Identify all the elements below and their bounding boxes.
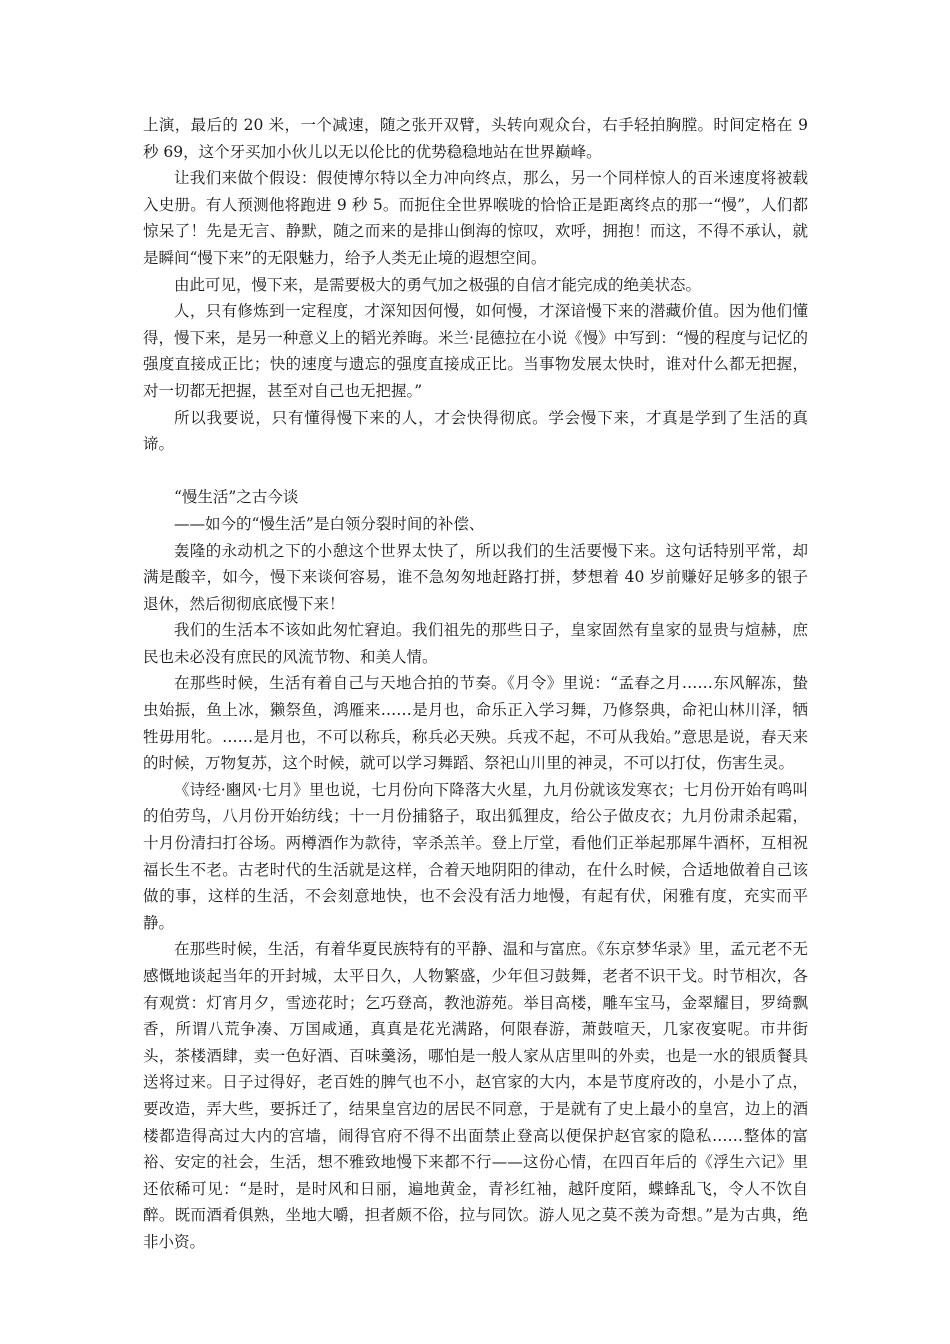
section-slow-down: [143, 112, 808, 458]
section-spacer: [143, 458, 808, 485]
paragraph: 《诗经·豳风·七月》里也说，七月份向下降落大火星，九月份就该发寒衣；七月份开始有鸣叫的伯劳鸟，八月份开始纺线；十一月份捕貉子，取出狐狸皮，给公子做皮衣；九月份肃杀起霜，十月份清扫打谷场。两樽酒作为款待，宰杀羔羊。登上厅堂，看他们正举起那犀牛酒杯，互相祝福长生不老。古老时代的生活就是这样，合着天地阴阳的律动，在什么时候，合适地做着自己该做的事，这样的生活，不会刻意地快，也不会没有活力地慢，有起有伏，闲雅有度，充实而平静。: [143, 780, 808, 932]
paragraph: 由此可见，慢下来，是需要极大的勇气加之极强的自信才能完成的绝美状态。: [174, 275, 702, 294]
document-page: [143, 112, 808, 1256]
paragraph: 人，只有修炼到一定程度，才深知因何慢，如何慢，才深谙慢下来的潜藏价值。因为他们懂得，慢下来，是另一种意义上的韬光养晦。米兰·昆德拉在小说《慢》中写到：“慢的程度与记忆的强度直接成正比；快的速度与遗忘的强度直接成正比。当事物发展太快时，谁对什么都无把握，对一切都无把握，甚至对自己也无把握。”: [143, 302, 808, 400]
paragraph: 所以我要说，只有懂得慢下来的人，才会快得彻底。学会慢下来，才真是学到了生活的真谛。: [143, 408, 808, 454]
paragraph: 我们的生活本不该如此匆忙窘迫。我们祖先的那些日子，皇家固然有皇家的显贵与煊赫，庶民也未必没有庶民的风流节物、和美人情。: [143, 621, 808, 666]
article-title: “慢生活”之古今谈: [174, 488, 299, 507]
paragraph: 在那些时候，生活有着自己与天地合拍的节奏。《月令》里说：“孟春之月……东风解冻，蛰虫始振，鱼上冰，獭祭鱼，鸿雁来……是月也，命乐正入学习舞，乃修祭典，命祀山林川泽，牺牲毋用牝。……是月也，不可以称兵，称兵必天殃。兵戎不起，不可从我始。”意思是说，春天来的时候，万物复苏，这个时候，就可以学习舞蹈、祭祀山川里的神灵，不可以打仗，伤害生灵。: [143, 674, 808, 773]
paragraph: 让我们来做个假设：假使博尔特以全力冲向终点，那么，另一个同样惊人的百米速度将被载入史册。有人预测他将跑进 9 秒 5。而扼住全世界喉咙的恰恰正是距离终点的那一“慢”，人们都惊呆了！先是无言、静默，随之而来的是排山倒海的惊叹，欢呼，拥抱！而这，不得不承认，就是瞬间“慢下来”的无限魅力，给予人类无止境的遐想空间。: [143, 169, 808, 267]
paragraph: 上演，最后的 20 米，一个减速，随之张开双臂，头转向观众台，右手轻拍胸膛。时间定格在 9 秒 69，这个牙买加小伙儿以无以伦比的优势稳稳地站在世界巅峰。: [143, 116, 808, 161]
article-subtitle: ——如今的“慢生活”是白领分裂时间的补偿、: [174, 514, 485, 533]
section-slow-life: [143, 484, 808, 1255]
paragraph: 在那些时候，生活，有着华夏民族特有的平静、温和与富庶。《东京梦华录》里，孟元老不无感慨地谈起当年的开封城，太平日久，人物繁盛，少年但习鼓舞，老者不识干戈。时节相次，各有观赏：灯宵月夕，雪迹花时；乞巧登高，教池游苑。举目高楼，雕车宝马，金翠耀目，罗绮飘香，所谓八荒争凑、万国咸通，真真是花光满路，何限春游，萧鼓喧天，几家夜宴呢。市井街头，茶楼酒肆，卖一色好酒、百味羹汤，哪怕是一般人家从店里叫的外卖，也是一水的银质餐具送将过来。日子过得好，老百姓的脾气也不小，赵官家的大内，本是节度府改的，小是小了点，要改造，弄大些，要拆迁了，结果皇宫边的居民不同意，于是就有了史上最小的皇宫，边上的酒楼都造得高过大内的宫墙，闹得官府不得不出面禁止登高以便保护赵官家的隐私……整体的富裕、安定的社会，生活，想不雅致地慢下来都不行——这份心情，在四百年后的《浮生六记》里还依稀可见：“是时，是时风和日丽，遍地黄金，青衫红袖，越阡度陌，蝶蜂乱飞，令人不饮自醉。既而酒肴俱熟，坐地大嚼，担者颇不俗，拉与同饮。游人见之莫不羡为奇想。”是为古典，绝非小资。: [143, 940, 808, 1251]
paragraph: 轰隆的永动机之下的小憩这个世界太快了，所以我们的生活要慢下来。这句话特别平常，却满是酸辛，如今，慢下来谈何容易，谁不急匆匆地赶路打拼，梦想着 40 岁前赚好足够多的银子退休，然后彻彻底底慢下来！: [143, 541, 808, 613]
